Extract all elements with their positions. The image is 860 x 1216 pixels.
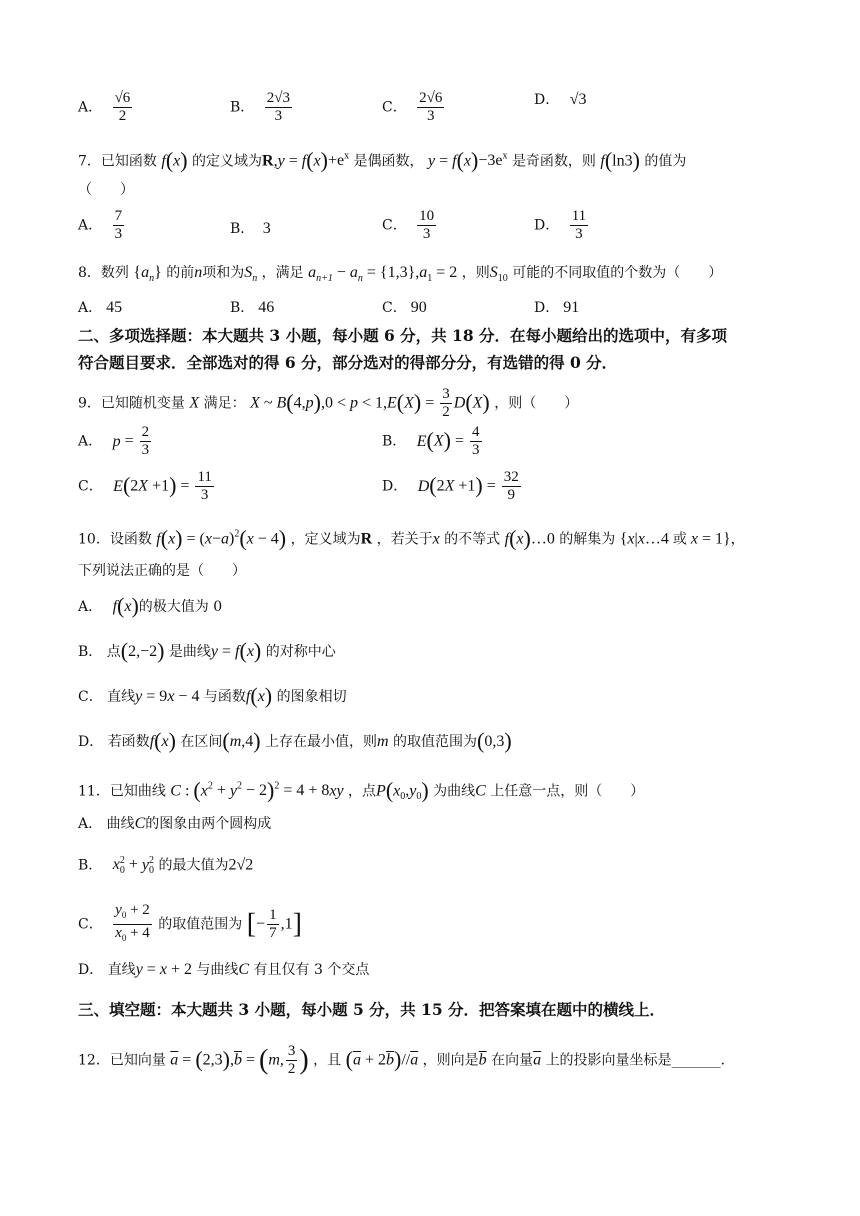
q7-stem: 7．已知函数 f(x) 的定义域为$R,y = f(x)+e^x$ 是偶函数， $y = f(x)-3e^x$ 是奇函数，则 f(ln3) 的值为: [78, 147, 687, 173]
q8-option-a: A． 45: [78, 299, 123, 316]
q7-option-c: C． $\frac{10}{3}$: [382, 208, 435, 242]
q8-option-d: D． 91: [534, 299, 580, 316]
q6-option-c: C． $\frac{2√6}{3}$: [382, 90, 443, 124]
q10-prompt: 下列说法正确的是（ ）: [78, 563, 246, 579]
q6-option-d: D． √3: [534, 91, 587, 108]
q9-option-c: C． E(2X +1) = $\frac{11}{3}$: [78, 469, 212, 503]
q10-option-c: C． 直线y = 9x − 4 与函数f(x) 的图象相切: [78, 683, 347, 708]
q11-option-a: A． 曲线C的图象由两个圆构成: [78, 815, 272, 832]
q9-option-d: D． D(2X +1) = $\frac{32}{9}$: [382, 469, 519, 503]
q10-option-b: B． 点(2,−2) 是曲线y = f(x) 的对称中心: [78, 638, 336, 663]
q11-option-d: D． 直线y = x + 2 与曲线C 有且仅有 3 个交点: [78, 961, 370, 978]
q8-option-c: C． 90: [382, 299, 427, 316]
section-2-heading: 二、多项选择题：本大题共 3 小题，每小题 6 分，共 18 分．在每小题给出的选项中，有多项: [78, 326, 728, 345]
q9-option-b: B． E(X) = $\frac{4}{3}$: [382, 424, 480, 458]
q11-option-c: C． $\frac{y_0 + 2}{x_0 + 4}$ 的取值范围为 [− $\frac{1}{7}$ ,1]: [78, 902, 302, 943]
q9-option-a: A． p = $\frac{2}{3}$: [78, 424, 150, 458]
q12-stem: 12．已知向量 $\overline{a} = (2,3),\overline{b} = (m$, $\frac{3}{2}$ ) ，且 $(\overline{a} + 2\overline{b})//\overline{a}$ ，则向是$\overline{b}$ 在向量$\overline{a}$ 上的投影向量坐标是_______．: [78, 1043, 735, 1077]
q12-answer-blank: _______．: [671, 1052, 735, 1069]
q10-stem: 10．设函数 $f(x) = (x-a)^2(x - 4)$ ，定义域为R ，若关于x 的不等式 f(x)…0 的解集为 {x|x…4 或 x = 1}，: [78, 525, 745, 551]
q6-option-a: A． $\frac{√6}{2}$: [78, 90, 131, 124]
q7-option-d: D． $\frac{11}{3}$: [534, 208, 587, 242]
q11-option-b: B． $x_0^2 + y_0^2$ 的最大值为2√2: [78, 855, 254, 877]
q10-option-d: D． 若函数f(x) 在区间(m,4) 上存在最小值，则m 的取值范围为(0,3): [78, 728, 512, 753]
q11-stem: 11．已知曲线 C : $(x^2 + y^2 - 2)^2 = 4 + 8xy$ ，点$P(x_0,y_0)$ 为曲线C 上任意一点，则（ ）: [78, 777, 645, 803]
q7-paren: （ ）: [78, 182, 134, 198]
q7-option-b: B． 3: [230, 220, 271, 237]
section-2-heading-line2: 符合题目要求．全部选对的得 6 分，部分选对的得部分分，有选错的得 0 分．: [78, 353, 618, 372]
q8-stem: 8．数列 $\{a_n\}$ 的前n项和为$S_n$ ，满足 $a_{n+1} - a_n = \{1,3\},a_1 = 2$ ，则$S_{10}$ 可能的不同取值的个数为（ ）: [78, 264, 723, 285]
q6-option-b: B． $\frac{2√3}{3}$: [230, 90, 290, 124]
section-3-heading: 三、填空题：本大题共 3 小题，每小题 5 分，共 15 分．把答案填在题中的横线上．: [78, 1000, 666, 1019]
q9-stem: 9．已知随机变量 X 满足： X ~ B(4,p),0 < p < 1,E(X) = $\frac{3}{2}$ D(X) ，则（ ）: [78, 386, 579, 420]
q10-option-a: A． f(x)的极大值为 0: [78, 593, 223, 618]
q8-option-b: B． 46: [230, 299, 275, 316]
q7-option-a: A． $\frac{7}{3}$: [78, 208, 123, 242]
